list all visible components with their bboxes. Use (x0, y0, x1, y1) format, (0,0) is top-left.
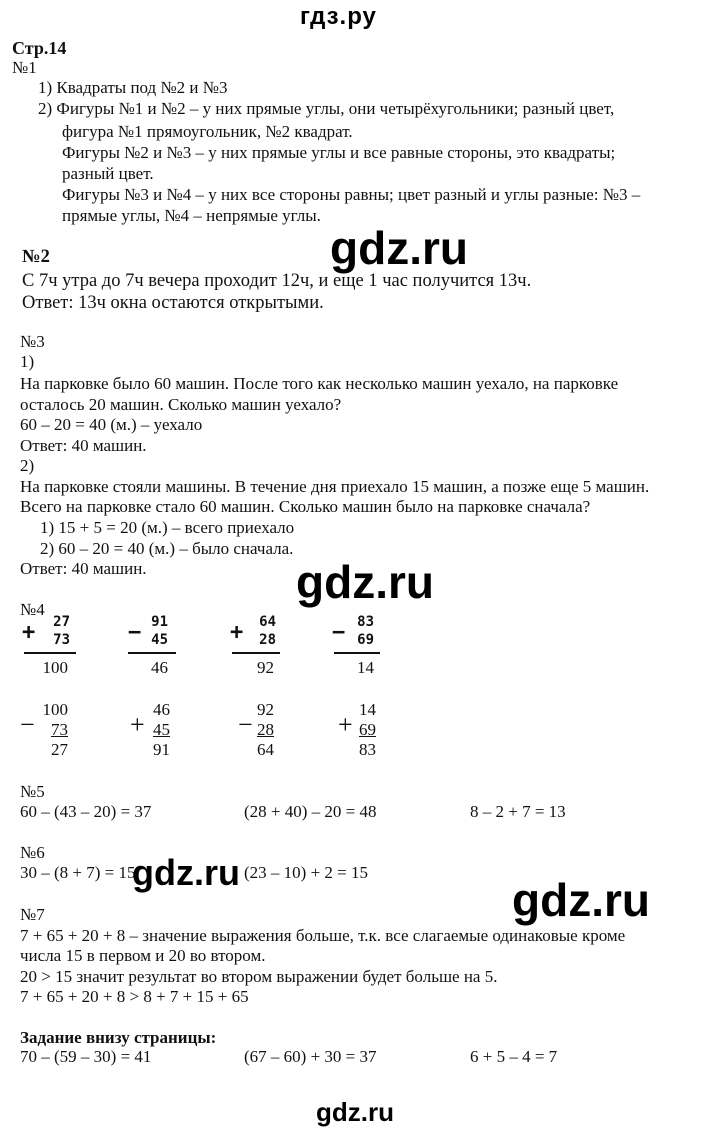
task6-expr: (23 – 10) + 2 = 15 (244, 863, 368, 882)
check-result: 83 (359, 740, 376, 759)
column-top: 64 (259, 614, 276, 630)
check-top: 14 (359, 700, 376, 719)
task2-line: С 7ч утра до 7ч вечера проходит 12ч, и еще 1 час получится 13ч. (22, 271, 532, 291)
page-label: Стр.14 (12, 38, 67, 58)
column-top: 27 (53, 614, 70, 630)
task3-label: №3 (20, 332, 45, 351)
column-rule (128, 652, 176, 654)
bottom-task-expr: (67 – 60) + 30 = 37 (244, 1047, 377, 1066)
task5-expr: (28 + 40) – 20 = 48 (244, 802, 377, 821)
column-bottom: 28 (259, 632, 276, 648)
column-bottom: 69 (357, 632, 374, 648)
task1-item2-line: прямые углы, №4 – непрямые углы. (62, 206, 321, 225)
task1-label: №1 (12, 58, 37, 77)
check-bottom: 28 (257, 720, 274, 739)
column-top: 83 (357, 614, 374, 630)
column-result: 46 (151, 658, 168, 677)
column-bottom: 45 (151, 632, 168, 648)
column-result: 92 (257, 658, 274, 677)
task5-expr: 60 – (43 – 20) = 37 (20, 802, 152, 821)
plus-sign: + (22, 620, 36, 645)
task1-item2-line: разный цвет. (62, 164, 154, 183)
task5-label: №5 (20, 782, 45, 801)
column-result: 100 (42, 658, 68, 677)
column-bottom: 73 (53, 632, 70, 648)
check-result: 27 (51, 740, 68, 759)
column-rule (232, 652, 280, 654)
check-result: 64 (257, 740, 274, 759)
task3-part2-label: 2) (20, 456, 35, 475)
column-top: 91 (151, 614, 168, 630)
task3-step: 2) 60 – 20 = 40 (м.) – было сначала. (40, 539, 294, 558)
task3-part1-line: Ответ: 40 машин. (20, 436, 147, 455)
check-bottom: 45 (153, 720, 170, 739)
task3-answer: Ответ: 40 машин. (20, 559, 147, 578)
minus-sign: − (128, 620, 142, 645)
task3-step: 1) 15 + 5 = 20 (м.) – всего приехало (40, 518, 295, 537)
task3-part1-label: 1) (20, 352, 35, 371)
task1-item2-line: 2) Фигуры №1 и №2 – у них прямые углы, они четырёхугольники; разный цвет, (38, 99, 615, 118)
check-top: 92 (257, 700, 274, 719)
watermark: gdz.ru (132, 852, 240, 893)
plus-sign: + (230, 620, 244, 645)
task5-expr: 8 – 2 + 7 = 13 (470, 802, 566, 821)
task3-part1-line: На парковке было 60 машин. После того как несколько машин уехало, на парковке (20, 374, 619, 393)
minus-sign: − (332, 620, 346, 645)
check-bottom: 73 (51, 720, 68, 739)
task3-part2-line: На парковке стояли машины. В течение дня приехало 15 машин, а позже еще 5 машин. (20, 477, 650, 496)
task6-label: №6 (20, 843, 45, 862)
task7-line: 7 + 65 + 20 + 8 > 8 + 7 + 15 + 65 (20, 987, 249, 1006)
task3-part2-line: Всего на парковке стало 60 машин. Сколько машин было на парковке сначала? (20, 497, 591, 516)
minus-sign: − (238, 710, 253, 739)
site-header: гдз.ру (300, 3, 377, 30)
watermark: gdz.ru (512, 874, 650, 926)
task1-item2-line: Фигуры №3 и №4 – у них все стороны равны; цвет разный и углы разные: №3 – (62, 185, 641, 204)
task2-label: №2 (22, 247, 50, 267)
plus-sign: + (338, 710, 353, 739)
task6-expr: 30 – (8 + 7) = 15 (20, 863, 136, 882)
watermark: gdz.ru (316, 1097, 394, 1127)
task7-label: №7 (20, 905, 45, 924)
check-result: 91 (153, 740, 170, 759)
task7-line: 20 > 15 значит результат во втором выражении будет больше на 5. (20, 967, 498, 986)
task1-item2-line: Фигуры №2 и №3 – у них прямые углы и все равные стороны, это квадраты; (62, 143, 616, 162)
bottom-task-expr: 6 + 5 – 4 = 7 (470, 1047, 558, 1066)
check-bottom: 69 (359, 720, 376, 739)
bottom-task-label: Задание внизу страницы: (20, 1028, 217, 1047)
column-result: 14 (357, 658, 374, 677)
task1-item2-line: фигура №1 прямоугольник, №2 квадрат. (62, 122, 353, 141)
check-top: 100 (42, 700, 68, 719)
task3-part1-line: осталось 20 машин. Сколько машин уехало? (20, 395, 342, 414)
task4-label: №4 (20, 600, 45, 619)
column-rule (334, 652, 380, 654)
column-rule (24, 652, 76, 654)
watermark: gdz.ru (296, 556, 434, 608)
task7-line: 7 + 65 + 20 + 8 – значение выражения больше, т.к. все слагаемые одинаковые кроме (20, 926, 626, 945)
watermark: gdz.ru (330, 222, 468, 274)
bottom-task-expr: 70 – (59 – 30) = 41 (20, 1047, 152, 1066)
task3-part1-line: 60 – 20 = 40 (м.) – уехало (20, 415, 203, 434)
plus-sign: + (130, 710, 145, 739)
task2-answer: Ответ: 13ч окна остаются открытыми. (22, 293, 324, 313)
check-top: 46 (153, 700, 170, 719)
minus-sign: − (20, 710, 35, 739)
task7-line: числа 15 в первом и 20 во втором. (20, 946, 266, 965)
task1-item1: 1) Квадраты под №2 и №3 (38, 78, 228, 97)
